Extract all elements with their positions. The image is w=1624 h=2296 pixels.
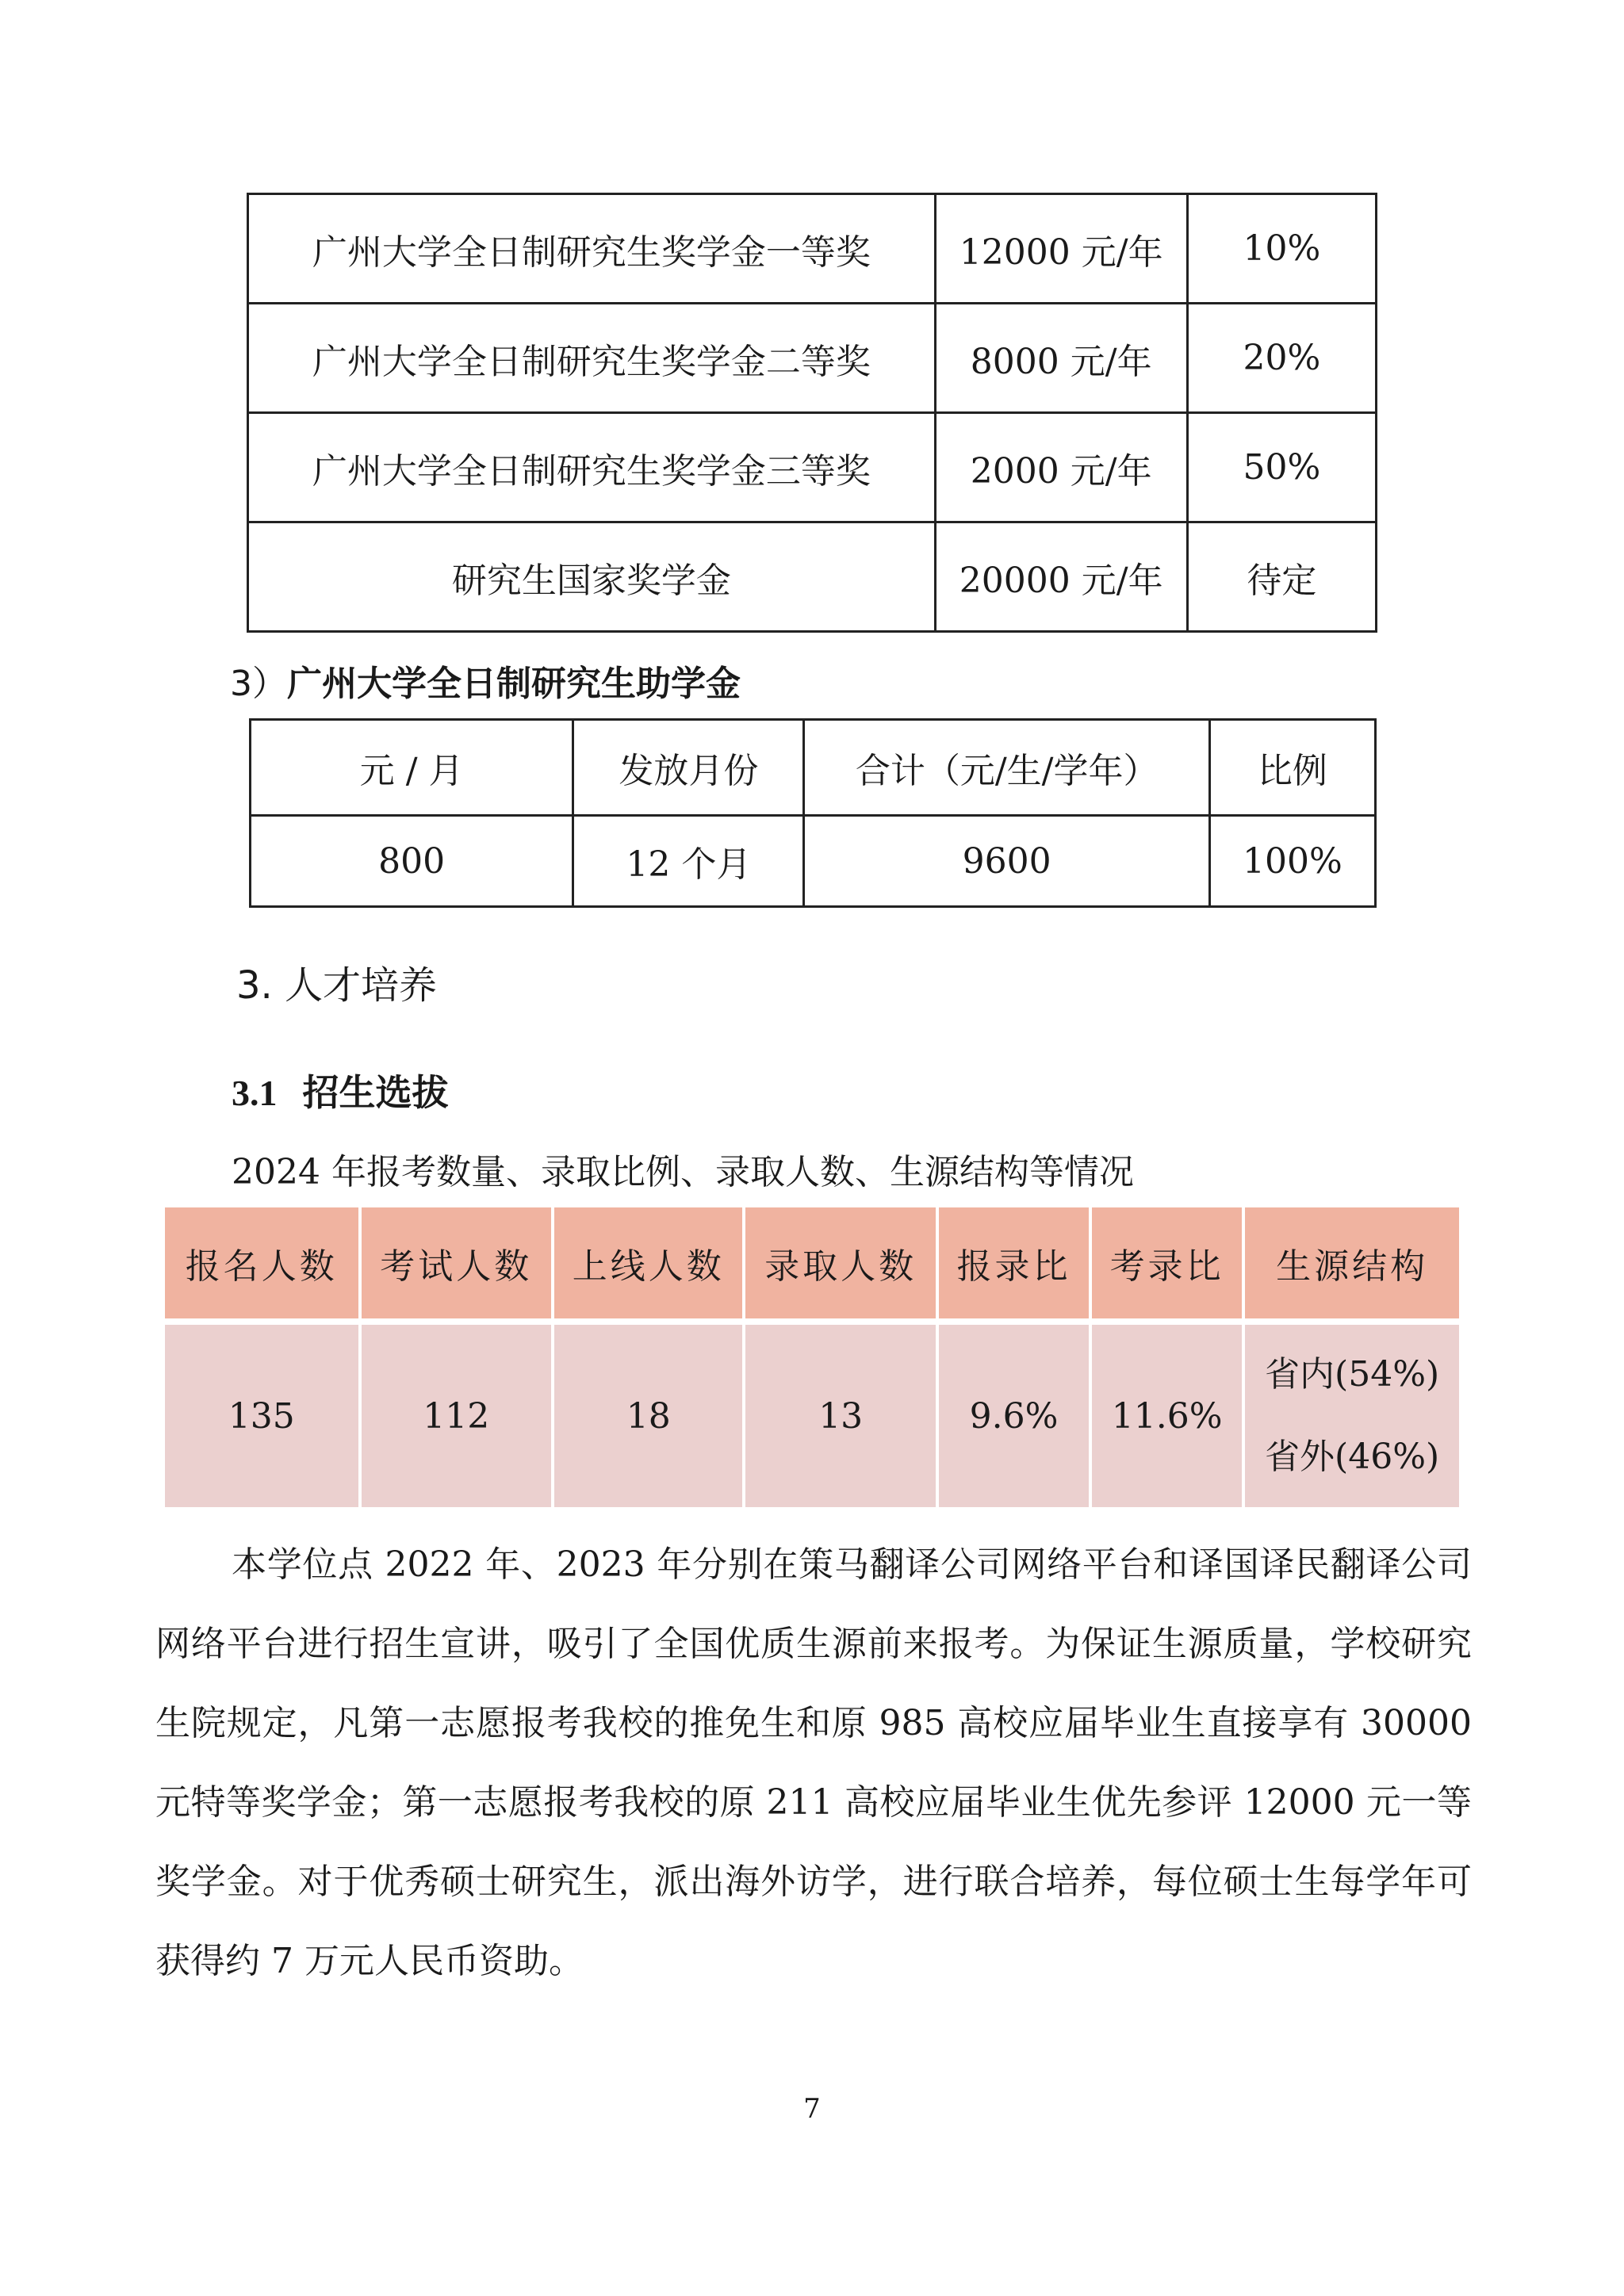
table-row bbox=[248, 194, 1377, 304]
table-spacer bbox=[165, 1318, 1459, 1325]
subsection-heading bbox=[232, 1064, 449, 1116]
scholarship-amount: 20000 元/年 bbox=[935, 522, 1187, 632]
table-row bbox=[251, 816, 1376, 907]
table-row bbox=[248, 413, 1377, 522]
grant-header-cell: 元 / 月 bbox=[251, 720, 573, 816]
admission-value-cell: 135 bbox=[165, 1325, 358, 1507]
admission-header-cell: 报录比 bbox=[939, 1207, 1089, 1318]
table-row bbox=[248, 304, 1377, 413]
admission-header-cell: 报名人数 bbox=[165, 1207, 358, 1318]
admission-header-cell: 考试人数 bbox=[362, 1207, 551, 1318]
admission-value-cell: 11.6% bbox=[1092, 1325, 1242, 1507]
body-paragraph: 本学位点 2022 年、2023 年分别在策马翻译公司网络平台和译国译民翻译公司网络平台进行招生宣讲，吸引了全国优质生源前来报考。为保证生源质量，学校研究生院规定，凡第一志愿报考我校的推免生和原 985 高校应届毕业生直接享有 30000 元特等奖学金；第一志愿报考我校的原 211 高校应届毕业生优先参评 12000 元一等奖学金。对于优秀硕士研究生，派出海外访学，进行联合培养，每位硕士生每学年可获得约 7 万元人民币资助。 bbox=[155, 1544, 1472, 1981]
source-structure-line: 省外(46%) bbox=[1265, 1437, 1440, 1477]
table-row bbox=[248, 522, 1377, 632]
scholarship-amount: 8000 元/年 bbox=[935, 304, 1187, 413]
source-structure-line: 省内(54%) bbox=[1265, 1354, 1440, 1395]
table-header-row bbox=[165, 1207, 1459, 1318]
subsection-title: 招生选拔 bbox=[302, 1071, 449, 1114]
table-row bbox=[165, 1325, 1459, 1507]
admission-value-cell: 13 bbox=[745, 1325, 935, 1507]
subsection-number: 3.1 bbox=[232, 1073, 278, 1113]
grant-heading-number: 3） bbox=[230, 664, 287, 704]
table-header-row bbox=[251, 720, 1376, 816]
grant-header-cell: 发放月份 bbox=[573, 720, 804, 816]
scholarship-name: 广州大学全日制研究生奖学金二等奖 bbox=[248, 304, 936, 413]
admission-value-cell: 112 bbox=[362, 1325, 551, 1507]
admission-value-cell: 18 bbox=[554, 1325, 742, 1507]
scholarship-ratio: 20% bbox=[1187, 304, 1376, 413]
grant-heading bbox=[230, 655, 741, 706]
grant-value-cell: 9600 bbox=[804, 816, 1209, 907]
admission-header-cell: 考录比 bbox=[1092, 1207, 1242, 1318]
admission-header-cell: 上线人数 bbox=[554, 1207, 742, 1318]
admission-value-cell: 9.6% bbox=[939, 1325, 1089, 1507]
grant-value-cell: 12 个月 bbox=[573, 816, 804, 907]
scholarship-ratio: 50% bbox=[1187, 413, 1376, 522]
source-structure-cell bbox=[1245, 1325, 1459, 1507]
section-heading: 3. 人才培养 bbox=[236, 963, 438, 1008]
grant-table bbox=[249, 718, 1377, 908]
grant-header-cell: 合计（元/生/学年） bbox=[804, 720, 1209, 816]
scholarship-amount: 2000 元/年 bbox=[935, 413, 1187, 522]
spacer-cell bbox=[165, 1318, 1459, 1325]
scholarship-name: 广州大学全日制研究生奖学金三等奖 bbox=[248, 413, 936, 522]
grant-header-cell: 比例 bbox=[1209, 720, 1375, 816]
scholarship-amount: 12000 元/年 bbox=[935, 194, 1187, 304]
scholarship-name: 广州大学全日制研究生奖学金一等奖 bbox=[248, 194, 936, 304]
admission-header-cell: 录取人数 bbox=[745, 1207, 935, 1318]
grant-value-cell: 100% bbox=[1209, 816, 1375, 907]
admission-header-cell: 生源结构 bbox=[1245, 1207, 1459, 1318]
page-number: 7 bbox=[803, 2093, 821, 2125]
scholarship-ratio: 10% bbox=[1187, 194, 1376, 304]
admission-table bbox=[162, 1207, 1462, 1507]
grant-value-cell: 800 bbox=[251, 816, 573, 907]
scholarship-table bbox=[247, 193, 1377, 633]
scholarship-ratio: 待定 bbox=[1187, 522, 1376, 632]
scholarship-name: 研究生国家奖学金 bbox=[248, 522, 936, 632]
grant-heading-title: 广州大学全日制研究生助学金 bbox=[287, 664, 741, 704]
intro-line: 2024 年报考数量、录取比例、录取人数、生源结构等情况 bbox=[232, 1152, 1134, 1192]
